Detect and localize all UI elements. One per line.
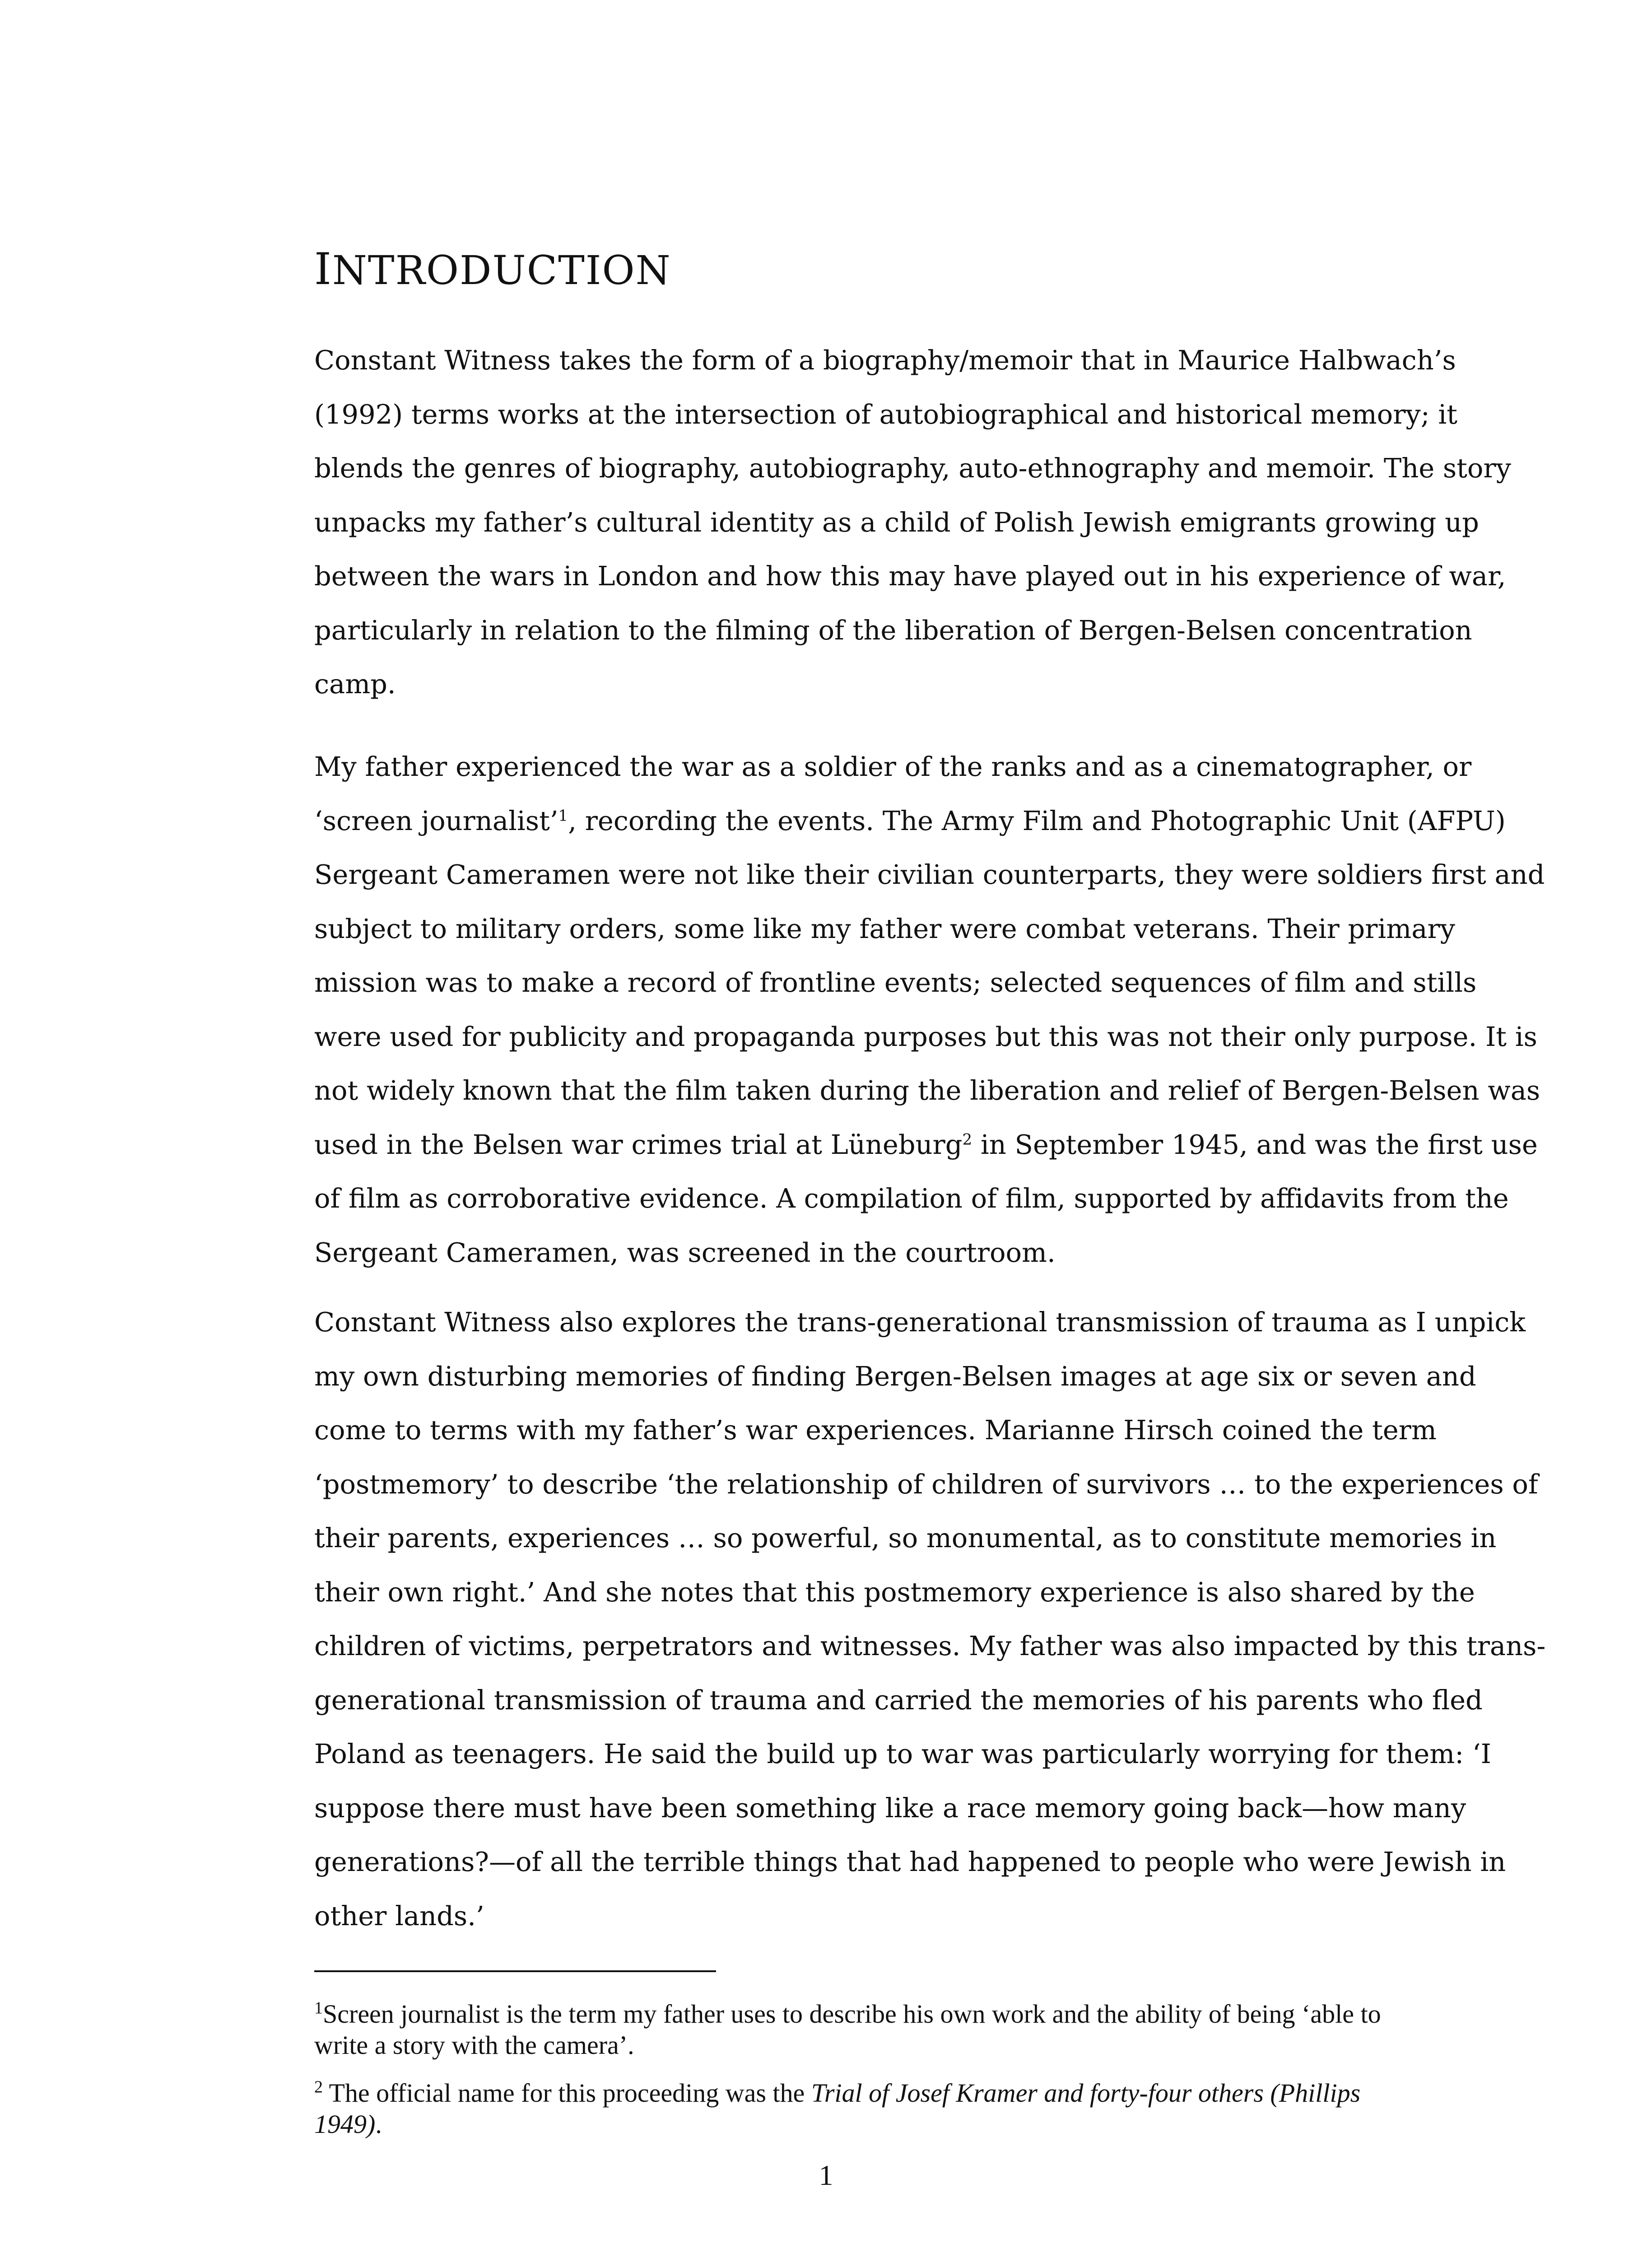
text-line: mission was to make a record of frontline events; selected sequences of film and stills [314,967,1477,998]
paragraph-2 [314,740,1545,1279]
footnote-line: write a story with the camera’. [314,2030,634,2060]
heading-rest: NTRODUCTION [332,247,671,294]
text-line: between the wars in London and how this may have played out in his experience of war, [314,560,1506,592]
text-line: their own right.’ And she notes that this postmemory experience is also shared by the [314,1576,1475,1608]
footnote-mark: 1 [314,1998,323,2018]
paragraph-3 [314,1295,1546,1943]
text-line: (1992) terms works at the intersection of autobiographical and historical memory; it [314,398,1457,430]
text-line: other lands.’ [314,1900,484,1931]
text-line: generational transmission of trauma and carried the memories of his parents who fled [314,1684,1483,1716]
text-line: of film as corroborative evidence. A compilation of film, supported by affidavits from the [314,1183,1509,1214]
page-number: 1 [819,2159,833,2191]
text-line: generations?—of all the terrible things that had happened to people who were Jewish in [314,1846,1506,1877]
text-line: Sergeant Cameramen were not like their civilian counterparts, they were soldiers first and [314,859,1545,890]
text-line: ‘postmemory’ to describe ‘the relationship of children of survivors … to the experiences of [314,1468,1538,1500]
footnote-separator [314,1970,716,1972]
footnote-mark: 2 [314,2077,323,2097]
paragraph-1 [314,333,1511,711]
footnote-ref-2: 2 [962,1130,973,1148]
text-line: my own disturbing memories of finding Bergen-Belsen images at age six or seven and [314,1360,1476,1392]
footnote-1 [314,1998,1497,2061]
footnote-line [314,1998,1497,2029]
text-line: Poland as teenagers. He said the build up to war was particularly worrying for them: ‘I [314,1738,1491,1769]
text-segment: used in the Belsen war crimes trial at Lüneburg [314,1129,963,1160]
heading-initial: I [314,244,332,294]
text-line: Constant Witness takes the form of a biography/memoir that in Maurice Halbwach’s [314,345,1456,376]
footnote-text: Screen journalist is the term my father uses to describe his own work and the ability of being ‘able to [323,1999,1381,2029]
footnote-title: 1949) [314,2109,376,2139]
text-line: unpacks my father’s cultural identity as a child of Polish Jewish emigrants growing up [314,506,1479,538]
text-line: blends the genres of biography, autobiography, auto-ethnography and memoir. The story [314,453,1511,484]
text-line: particularly in relation to the filming of the liberation of Bergen-Belsen concentration [314,614,1472,646]
footnote-title: Trial of Josef Kramer and forty-four others (Phillips [811,2078,1361,2108]
text-segment: , recording the events. The Army Film and Photographic Unit (AFPU) [568,805,1506,836]
footnote-text: The official name for this proceeding was the [323,2078,811,2108]
footnote-line [314,2109,1497,2140]
text-line: Sergeant Cameramen, was screened in the courtroom. [314,1236,1056,1268]
footnote-line [314,2077,1497,2109]
text-segment: ‘screen journalist’ [314,805,558,836]
text-line: camp. [314,668,396,700]
text-line: My father experienced the war as a soldier of the ranks and as a cinematographer, or [314,751,1472,782]
text-line [314,1118,1538,1172]
footnote-ref-1: 1 [558,806,568,825]
text-line: were used for publicity and propaganda purposes but this was not their only purpose. It is [314,1021,1537,1052]
footnote-text: . [375,2109,382,2139]
footnote-2 [314,2077,1497,2140]
text-line: Constant Witness also explores the trans-generational transmission of trauma as I unpick [314,1306,1526,1338]
text-line: their parents, experiences … so powerful, so monumental, as to constitute memories in [314,1522,1497,1554]
text-line: children of victims, perpetrators and witnesses. My father was also impacted by this trans- [314,1630,1546,1661]
text-line: come to terms with my father’s war experiences. Marianne Hirsch coined the term [314,1414,1437,1446]
section-heading [314,244,671,294]
text-segment: in September 1945, and was the first use [972,1129,1538,1160]
text-line: subject to military orders, some like my father were combat veterans. Their primary [314,913,1455,944]
text-line [314,794,1511,848]
text-line: suppose there must have been something like a race memory going back—how many [314,1792,1466,1824]
text-line: not widely known that the film taken during the liberation and relief of Bergen-Belsen was [314,1075,1540,1106]
